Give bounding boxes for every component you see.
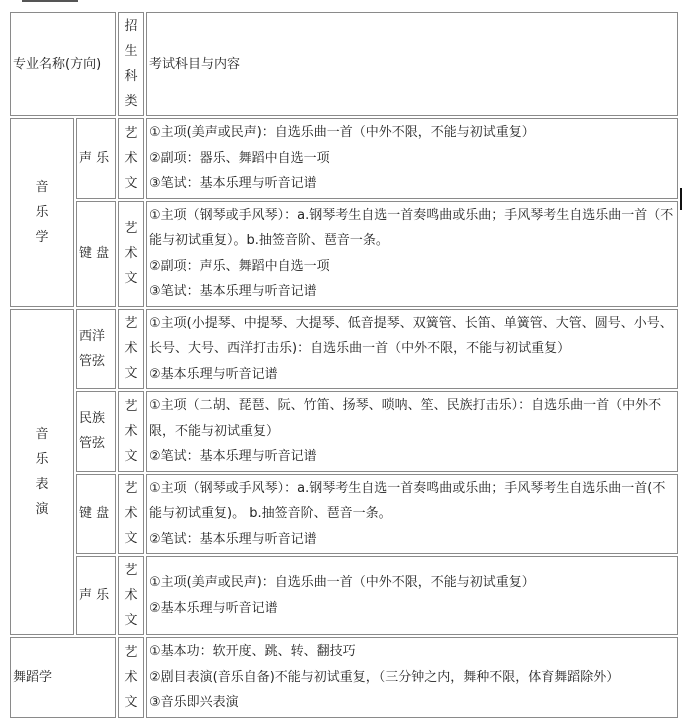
content-cell: ①主项（钢琴或手风琴）：a.钢琴考生自选一首奏鸣曲或乐曲；手风琴考生自选乐曲一首(不能与初试重复)。 b.抽签音阶、琶音一条。 ②笔试：基本乐理与听音记谱 <box>146 474 678 555</box>
direction-cell: 声 乐 <box>76 556 116 635</box>
content-cell: ①主项(美声或民声)：自选乐曲一首（中外不限，不能与初试重复） ②副项：器乐、舞蹈中自选一项 ③笔试：基本乐理与听音记谱 <box>146 118 678 199</box>
table-row <box>10 474 678 555</box>
direction-cell: 声 乐 <box>76 118 116 199</box>
content-cell: ①基本功：软开度、跳、转、翻技巧 ②剧目表演(音乐自备)不能与初试重复，（三分钟之内，舞种不限，体育舞蹈除外） ③音乐即兴表演 <box>146 637 678 718</box>
table-row <box>10 637 678 718</box>
direction-cell: 键 盘 <box>76 201 116 307</box>
table-row <box>10 309 678 390</box>
direction-cell: 键 盘 <box>76 474 116 555</box>
table-row <box>10 391 678 472</box>
category-cell: 艺 术 文 <box>118 118 144 199</box>
header-category: 招 生 科 类 <box>118 12 144 116</box>
content-cell: ①主项(美声或民声)：自选乐曲一首（中外不限，不能与初试重复） ②基本乐理与听音记谱 <box>146 556 678 635</box>
table-row <box>10 556 678 635</box>
category-cell: 艺 术 文 <box>118 391 144 472</box>
header-content: 考试科目与内容 <box>146 12 678 116</box>
category-cell: 艺 术 文 <box>118 474 144 555</box>
direction-cell: 西洋管弦 <box>76 309 116 390</box>
category-cell: 艺 术 文 <box>118 556 144 635</box>
page-edge-mark <box>680 188 682 210</box>
content-cell: ①主项(小提琴、中提琴、大提琴、低音提琴、双簧管、长笛、单簧管、大管、圆号、小号、长号、大号、西洋打击乐)：自选乐曲一首（中外不限，不能与初试重复） ②基本乐理与听音记谱 <box>146 309 678 390</box>
header-major: 专业名称(方向) <box>10 12 116 116</box>
exam-subjects-table <box>8 10 680 720</box>
category-cell: 艺 术 文 <box>118 201 144 307</box>
table-row <box>10 118 678 199</box>
major-cell: 音 乐 表 演 <box>10 309 74 636</box>
major-cell: 舞蹈学 <box>10 637 116 718</box>
content-cell: ①主项（二胡、琵琶、阮、竹笛、扬琴、唢呐、笙、民族打击乐）：自选乐曲一首（中外不限，不能与初试重复） ②笔试：基本乐理与听音记谱 <box>146 391 678 472</box>
major-cell: 音 乐 学 <box>10 118 74 307</box>
content-cell: ①主项（钢琴或手风琴）：a.钢琴考生自选一首奏鸣曲或乐曲；手风琴考生自选乐曲一首（不能与初试重复）。b.抽签音阶、琶音一条。 ②副项：声乐、舞蹈中自选一项 ③笔试：基本乐理与听音记谱 <box>146 201 678 307</box>
header-row <box>10 12 678 116</box>
category-cell: 艺 术 文 <box>118 309 144 390</box>
category-cell: 艺 术 文 <box>118 637 144 718</box>
direction-cell: 民族管弦 <box>76 391 116 472</box>
top-edge-fragment <box>22 0 78 2</box>
table-row <box>10 201 678 307</box>
